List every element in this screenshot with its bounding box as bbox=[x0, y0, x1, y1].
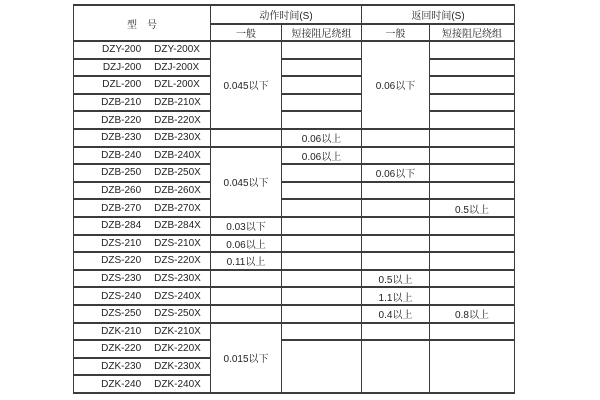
spec-table bbox=[73, 4, 515, 394]
value-cell bbox=[362, 147, 430, 165]
table-row bbox=[74, 182, 515, 200]
model-name: DZB-270X bbox=[154, 202, 201, 214]
value-cell: 0.06以上 bbox=[282, 129, 362, 147]
header-model: 型 号 bbox=[74, 5, 211, 41]
model-pair bbox=[74, 308, 210, 319]
value-cell bbox=[282, 94, 362, 112]
table-row bbox=[74, 76, 515, 94]
model-name: DZB-230 bbox=[101, 132, 142, 144]
model-cell bbox=[74, 287, 211, 305]
value-cell bbox=[430, 76, 515, 94]
model-cell bbox=[74, 217, 211, 235]
model-name: DZB-250X bbox=[154, 167, 201, 179]
model-pair bbox=[74, 185, 210, 196]
value-cell bbox=[430, 340, 515, 393]
table-row bbox=[74, 164, 515, 182]
model-pair bbox=[74, 343, 210, 354]
value-cell bbox=[430, 323, 515, 341]
value-cell bbox=[362, 217, 430, 235]
value-cell: 0.06以下 bbox=[362, 41, 430, 129]
value-cell: 0.015以下 bbox=[211, 323, 282, 393]
model-pair bbox=[74, 379, 210, 390]
value-cell: 0.06以下 bbox=[362, 164, 430, 182]
table-row bbox=[74, 59, 515, 77]
model-cell bbox=[74, 147, 211, 165]
model-name: DZL-200 bbox=[102, 79, 142, 91]
value-cell bbox=[362, 182, 430, 200]
value-cell bbox=[430, 252, 515, 270]
value-cell bbox=[362, 199, 430, 217]
header-return-damping: 短接阻尼绕组 bbox=[430, 24, 515, 41]
table-row bbox=[74, 217, 515, 235]
value-cell bbox=[430, 164, 515, 182]
model-pair bbox=[74, 203, 210, 214]
spec-table-body bbox=[74, 41, 515, 393]
model-name: DZB-210 bbox=[101, 97, 142, 109]
model-name: DZK-240 bbox=[101, 378, 142, 390]
value-cell bbox=[211, 129, 282, 147]
model-name: DZS-240 bbox=[101, 290, 142, 302]
table-row bbox=[74, 235, 515, 253]
model-pair bbox=[74, 97, 210, 108]
value-cell bbox=[282, 182, 362, 200]
model-name: DZB-250 bbox=[101, 167, 142, 179]
model-name: DZB-240 bbox=[101, 149, 142, 161]
model-cell bbox=[74, 76, 211, 94]
header-action-time: 动作时间(S) bbox=[211, 5, 362, 24]
value-cell bbox=[430, 217, 515, 235]
model-pair bbox=[74, 255, 210, 266]
table-row bbox=[74, 270, 515, 288]
value-cell: 0.03以下 bbox=[211, 217, 282, 235]
value-cell bbox=[282, 59, 362, 77]
model-name: DZY-200X bbox=[154, 44, 200, 56]
model-pair bbox=[74, 115, 210, 126]
table-row bbox=[74, 323, 515, 341]
value-cell bbox=[362, 235, 430, 253]
value-cell bbox=[430, 182, 515, 200]
value-cell bbox=[362, 340, 430, 393]
value-cell bbox=[430, 147, 515, 165]
model-pair bbox=[74, 62, 210, 73]
model-cell bbox=[74, 358, 211, 376]
table-row bbox=[74, 94, 515, 112]
model-name: DZJ-200 bbox=[102, 61, 142, 73]
value-cell: 0.8以上 bbox=[430, 305, 515, 323]
table-row bbox=[74, 147, 515, 165]
table-row bbox=[74, 129, 515, 147]
table-row bbox=[74, 340, 515, 358]
model-name: DZK-240X bbox=[154, 378, 201, 390]
header-action-damping: 短接阻尼绕组 bbox=[282, 24, 362, 41]
value-cell bbox=[430, 129, 515, 147]
value-cell bbox=[282, 252, 362, 270]
model-name: DZS-220X bbox=[154, 255, 201, 267]
model-name: DZB-270 bbox=[101, 202, 142, 214]
model-name: DZS-250 bbox=[101, 308, 142, 320]
value-cell: 0.5以上 bbox=[362, 270, 430, 288]
model-name: DZB-210X bbox=[154, 97, 201, 109]
value-cell: 0.06以上 bbox=[211, 235, 282, 253]
value-cell bbox=[430, 41, 515, 59]
model-cell bbox=[74, 235, 211, 253]
value-cell bbox=[430, 235, 515, 253]
model-name: DZK-230X bbox=[154, 360, 201, 372]
value-cell bbox=[362, 129, 430, 147]
value-cell bbox=[211, 287, 282, 305]
model-cell bbox=[74, 305, 211, 323]
model-name: DZB-240X bbox=[154, 149, 201, 161]
model-cell bbox=[74, 323, 211, 341]
model-cell bbox=[74, 164, 211, 182]
value-cell bbox=[430, 270, 515, 288]
model-cell bbox=[74, 94, 211, 112]
model-name: DZS-220 bbox=[101, 255, 142, 267]
model-cell bbox=[74, 129, 211, 147]
model-cell bbox=[74, 59, 211, 77]
value-cell bbox=[282, 164, 362, 182]
model-cell bbox=[74, 252, 211, 270]
model-pair bbox=[74, 238, 210, 249]
value-cell bbox=[282, 287, 362, 305]
model-name: DZB-220X bbox=[154, 114, 201, 126]
model-name: DZB-284X bbox=[154, 220, 201, 232]
value-cell: 0.06以上 bbox=[282, 147, 362, 165]
model-cell bbox=[74, 199, 211, 217]
value-cell bbox=[282, 270, 362, 288]
model-cell bbox=[74, 340, 211, 358]
value-cell bbox=[282, 76, 362, 94]
table-row bbox=[74, 287, 515, 305]
value-cell: 0.11以上 bbox=[211, 252, 282, 270]
table-row bbox=[74, 252, 515, 270]
model-name: DZL-200X bbox=[154, 79, 200, 91]
model-cell bbox=[74, 41, 211, 59]
value-cell bbox=[430, 59, 515, 77]
model-name: DZS-250X bbox=[154, 308, 201, 320]
header-return-general: 一般 bbox=[362, 24, 430, 41]
value-cell bbox=[211, 305, 282, 323]
model-pair bbox=[74, 79, 210, 90]
value-cell bbox=[282, 199, 362, 217]
model-pair bbox=[74, 326, 210, 337]
value-cell bbox=[282, 340, 362, 393]
table-row bbox=[74, 111, 515, 129]
value-cell: 0.045以下 bbox=[211, 147, 282, 217]
model-name: DZB-220 bbox=[101, 114, 142, 126]
model-name: DZK-210 bbox=[101, 325, 142, 337]
header-return-time: 返回时间(S) bbox=[362, 5, 515, 24]
model-cell bbox=[74, 111, 211, 129]
value-cell bbox=[430, 94, 515, 112]
table-row bbox=[74, 41, 515, 59]
model-pair bbox=[74, 132, 210, 143]
model-cell bbox=[74, 182, 211, 200]
model-pair bbox=[74, 361, 210, 372]
model-name: DZS-240X bbox=[154, 290, 201, 302]
table-row bbox=[74, 199, 515, 217]
model-pair bbox=[74, 167, 210, 178]
model-name: DZK-230 bbox=[101, 360, 142, 372]
spec-table-header bbox=[74, 5, 515, 41]
value-cell bbox=[430, 287, 515, 305]
model-name: DZJ-200X bbox=[154, 61, 200, 73]
model-name: DZK-210X bbox=[154, 325, 201, 337]
value-cell bbox=[282, 111, 362, 129]
model-cell bbox=[74, 375, 211, 393]
value-cell: 1.1以上 bbox=[362, 287, 430, 305]
value-cell bbox=[282, 235, 362, 253]
value-cell bbox=[282, 41, 362, 59]
value-cell bbox=[282, 217, 362, 235]
table-row bbox=[74, 305, 515, 323]
value-cell bbox=[282, 323, 362, 341]
model-name: DZB-260 bbox=[101, 185, 142, 197]
value-cell bbox=[430, 111, 515, 129]
model-pair bbox=[74, 44, 210, 55]
model-pair bbox=[74, 220, 210, 231]
model-pair bbox=[74, 291, 210, 302]
model-pair bbox=[74, 150, 210, 161]
model-name: DZB-230X bbox=[154, 132, 201, 144]
model-name: DZK-220 bbox=[101, 343, 142, 355]
value-cell bbox=[362, 323, 430, 341]
value-cell: 0.4以上 bbox=[362, 305, 430, 323]
value-cell bbox=[211, 270, 282, 288]
value-cell bbox=[282, 305, 362, 323]
model-name: DZS-210 bbox=[101, 237, 142, 249]
header-row-1 bbox=[74, 5, 515, 24]
model-name: DZK-220X bbox=[154, 343, 201, 355]
model-name: DZS-230X bbox=[154, 273, 201, 285]
value-cell bbox=[362, 252, 430, 270]
value-cell: 0.045以下 bbox=[211, 41, 282, 129]
model-name: DZB-284 bbox=[101, 220, 142, 232]
model-name: DZS-210X bbox=[154, 237, 201, 249]
model-cell bbox=[74, 270, 211, 288]
model-name: DZY-200 bbox=[102, 44, 142, 56]
model-name: DZS-230 bbox=[101, 273, 142, 285]
model-name: DZB-260X bbox=[154, 185, 201, 197]
model-pair bbox=[74, 273, 210, 284]
header-action-general: 一般 bbox=[211, 24, 282, 41]
value-cell: 0.5以上 bbox=[430, 199, 515, 217]
